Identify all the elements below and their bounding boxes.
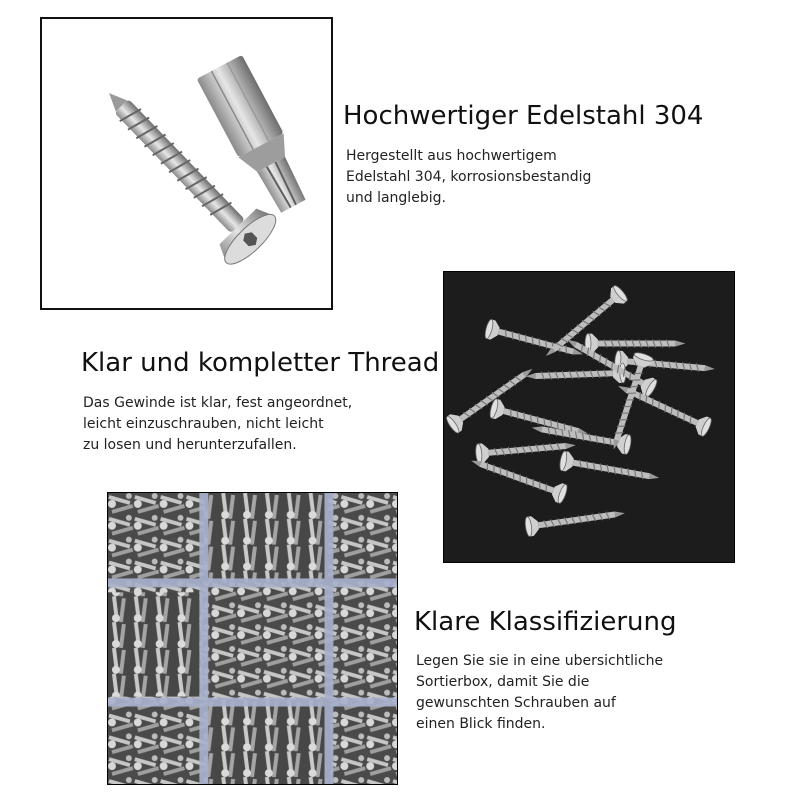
sorting-box-image — [107, 492, 398, 785]
loose-screws-image — [443, 271, 735, 563]
section-1-line: und langlebig. — [346, 190, 446, 206]
section-3-line: gewunschten Schrauben auf — [416, 695, 616, 711]
section-3-line: einen Blick finden. — [416, 716, 546, 732]
section-1-heading: Hochwertiger Edelstahl 304 — [343, 101, 704, 131]
section-2-line: Das Gewinde ist klar, fest angeordnet, — [83, 395, 353, 411]
section-3-heading: Klare Klassifizierung — [414, 607, 677, 637]
screw-and-bit-illustration — [42, 19, 331, 308]
section-3-description — [416, 651, 663, 735]
section-1-line: Edelstahl 304, korrosionsbestandig — [346, 169, 592, 185]
screw-and-bit-image — [40, 17, 333, 310]
sorting-box-illustration — [108, 493, 397, 784]
section-2-description — [83, 393, 352, 456]
section-2-line: leicht einzuschrauben, nicht leicht — [83, 416, 324, 432]
section-3-line: Sortierbox, damit Sie die — [416, 674, 590, 690]
section-3-line: Legen Sie sie in eine ubersichtliche — [416, 653, 664, 669]
loose-screws-illustration — [444, 272, 734, 562]
section-1-description — [346, 146, 591, 209]
section-2-heading: Klar und kompletter Thread — [81, 348, 440, 378]
section-2-line: zu losen und herunterzufallen. — [83, 437, 297, 453]
section-1-line: Hergestellt aus hochwertigem — [346, 148, 557, 164]
